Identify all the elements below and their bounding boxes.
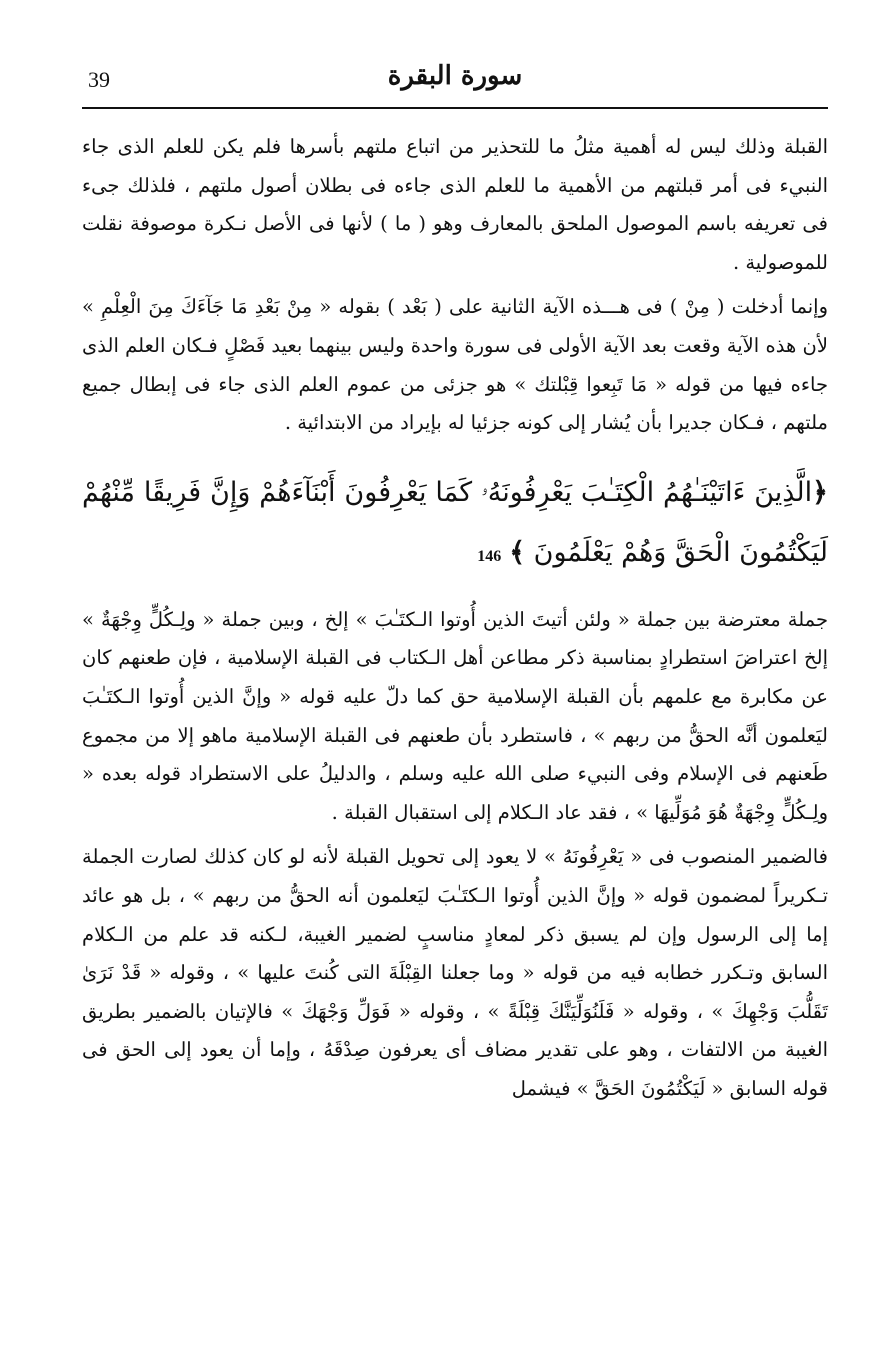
running-title: سورة البقرة: [387, 61, 523, 91]
verse-close-bracket: ﴾: [509, 536, 526, 568]
verse-line: مِّنْهُمْ لَيَكْتُمُونَ الْحَقَّ وَهُمْ يَعْلَمُونَ: [82, 476, 828, 568]
text-line: وإنما أدخلت ( مِنْ ) فى هـــذه الآية الثانية على ( بَعْد ) بقوله « مِنْ بَعْدِ مَا جَآءَكَ: [180, 295, 829, 319]
text-line: النبيء فى أمر قبلتهم من الأهمية ما للعلم الذى جاءه فى بطلان أصول ملتهم ، فلذلك جىء: [82, 173, 828, 197]
text-line: قد علم من الـكلام السابق وتـكرر خطابه فيه من قوله « وما جعلنا القِبْلَةَ التى كُنتَ: [82, 922, 829, 985]
text-line: فـكان العلم الذى جاءه فيها من قوله « مَا تَبِعوا قِبْلتك » هو جزئى من عموم العلم الذى جاء: [82, 333, 829, 396]
text-line: لصارت الجملة تـكريراً لمضمون قوله « وإنَّ الذين أُوتوا الـكتَـٰبَ ليَعلمون أنه الحقُّ من: [82, 845, 828, 907]
text-line: وِجْهَةٌ » إلخ اعتراضَ استطرادٍ بمناسبة ذكر مطاعن أهل الـكتاب فى القبلة الإسلامية ،: [82, 607, 828, 670]
text-line: جملة معترضة بين جملة « ولئن أتيتَ الذين أُوتوا الـكتَـٰبَ » إلخ ، وبين جملة « ولِـكُلٍّ: [148, 607, 829, 631]
text-line: « فَوَلِّ وَجْهَكَ » فالإتيان بالضمير بطريق الغيبة من الالتفات ، وهو على تقدير مضاف: [82, 999, 828, 1062]
text-line: ماهو إلا من مجموع طَعنهم فى الإسلام وفى النبيء صلى الله عليه وسلم ، والدليلُ على الاستطراد: [82, 723, 828, 786]
text-line: فإن طعنهم كان عن مكابرة مع علمهم بأن القبلة الإسلامية حق كما دلّ عليه قوله « وإنَّ: [82, 646, 829, 708]
page-header: [82, 55, 828, 109]
text-line: الذين أُوتوا الـكتَـٰبَ ليَعلمون أنَّه الحقُّ من ربهم » ، فاستطرد بأن طعنهم فى القبلة الإسلامية: [82, 684, 828, 747]
verse-line: الَّذِينَ ءَاتَيْنَـٰهُمُ الْكِتَـٰبَ يَعْرِفُونَهُۥ كَمَا يَعْرِفُونَ أَبْنَآءَهُمْ وَإِنَّ فَرِيقًا: [143, 476, 813, 508]
text-line: مِنَ الْعِلْمِ » لأن هذه الآية وقعت بعد الآية الأولى فى سورة واحدة وليس بينهما بعيد فَصْلٍ: [82, 295, 829, 357]
verse-open-bracket: ﴿: [812, 476, 828, 508]
commentary-paragraph-2: [82, 838, 828, 1108]
paragraph-2: [82, 288, 828, 442]
paragraph-1: [82, 128, 828, 282]
text-line: ربهم » ، بل هو عائد إما إلى الرسول وإن لم يسبق ذكر لمعادٍ مناسبٍ لضمير الغيبة، لـكنه: [82, 883, 829, 946]
commentary-paragraph-1: [82, 601, 828, 833]
text-line: القبلة وذلك ليس له أهمية مثلُ ما للتحذير من اتباع ملتهم بأسرها فلم يكن للعلم الذى جاء: [82, 135, 828, 158]
verse-number: 146: [477, 547, 502, 565]
text-line: فى تعريفه باسم الموصول الملحق بالمعارف وهو ( ما ) لأنها فى الأصل نـكرة موصوفة نقلت: [82, 212, 828, 236]
text-line: فالضمير المنصوب فى « يَعْرِفُونَهُ » لا يعود إلى تحويل القبلة لأنه لو كان كذلك: [204, 845, 829, 869]
text-line: للموصولية .: [732, 250, 828, 274]
text-line: فى إبطال جميع ملتهم ، فـكان جديرا بأن يُشار إلى كونه جزئيا له بإيراد من الابتدائية .: [82, 372, 828, 435]
quran-verse: [82, 463, 828, 587]
page-number: 39: [88, 67, 110, 92]
text-line: أى يعرفون صِدْقَهُ ، وإما أن يعود إلى الحق فى قوله السابق « لَيَكْتُمُونَ الحَقَّ » فيشمل: [82, 1038, 828, 1100]
text-line: قوله بعده « ولِـكُلٍّ وِجْهَةٌ هُوَ مُوَلِّيهَا » ، فقد عاد الـكلام إلى استقبال القبلة .: [82, 762, 828, 824]
page-body: [82, 128, 828, 1108]
text-line: عليها » ، وقوله « قَدْ نَرَىٰ تَقَلُّبَ وَجْهِكَ » ، وقوله « فَلَنُوَلِّيَنَّكَ قِبْلَةً » ، وقوله: [82, 961, 828, 1023]
